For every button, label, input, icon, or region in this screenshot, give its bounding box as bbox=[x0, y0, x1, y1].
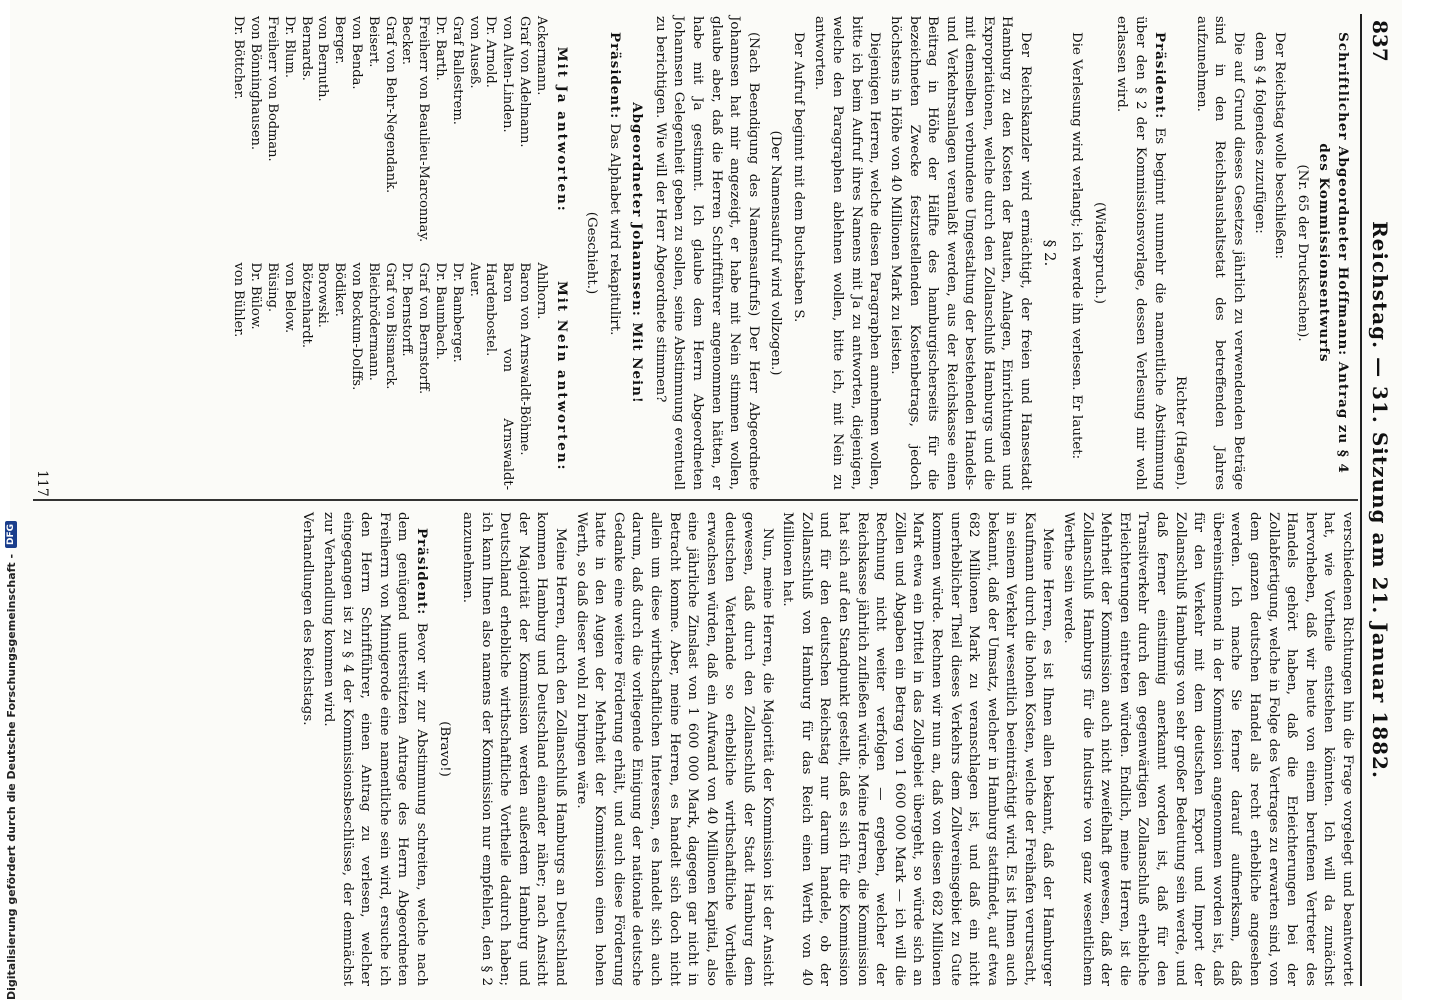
yes-heading: Mit Ja antworten: bbox=[554, 46, 571, 213]
page-title: Reichstag. — 31. Sitzung am 21. Januar 1882. bbox=[1368, 221, 1392, 779]
paragraph-4: Der Aufruf beginnt mit dem Buchstaben S. bbox=[790, 32, 806, 323]
speaker-label: Präsident: bbox=[606, 32, 623, 120]
right-reaction: (Bravo!) bbox=[437, 721, 453, 777]
right-paragraph-4: Meine Herren, durch den Zollanschluß Hamburgs an Deutschland kommen Hamburg und Deutschland einander näher; nach Ansicht der Majorität der Kommission werden außerdem Hamburg und Deutschland erhebliche wirthschaftliche Vortheile dadurch haben; ich kann Ihnen also namens der Kommission nur empfehlen, den § 2 anzunehmen. bbox=[460, 512, 569, 986]
vote-entry: Dr. Arnold. bbox=[483, 16, 499, 88]
vote-entry: Dr. Bamberger. bbox=[449, 262, 465, 363]
digitization-text: Digitalisierung gefördert durch die Deutsche Forschungsgemeinschaft - bbox=[4, 553, 18, 1000]
paragraph-6 bbox=[604, 16, 624, 490]
motion-text-2: dem § 4 folgendes zuzufügen: bbox=[1251, 32, 1267, 234]
vote-entry: Graf von Adelmann. bbox=[517, 16, 533, 148]
vote-entry: Auer. bbox=[466, 262, 482, 297]
vote-entry: Bernards. bbox=[298, 16, 314, 81]
vote-entry: von Bühler. bbox=[231, 262, 247, 338]
vote-entry: Dr. Blum. bbox=[281, 16, 297, 79]
speaker-label: Präsident: bbox=[413, 528, 430, 616]
vote-entry: Graf von Behr-Negendank. bbox=[382, 16, 398, 194]
vote-entry: Becker. bbox=[399, 16, 415, 66]
vote-entry: Ahlhorn. bbox=[533, 262, 549, 320]
motion-text-3: Die auf Grund dieses Gesetzes jährlich zu verwendenden Beträge sind in den Reichshaushaltsetat des betreffenden Jahres aufzunehmen. bbox=[1193, 16, 1247, 490]
right-paragraph-5 bbox=[318, 512, 431, 986]
vote-entry: Freiherr von Beaulieu-Marconnay. bbox=[416, 16, 432, 243]
vote-entry: Berger. bbox=[332, 16, 348, 65]
no-heading: Mit Nein antworten: bbox=[554, 280, 571, 472]
vote-entry: von Benda. bbox=[349, 16, 365, 90]
digitization-note bbox=[2, 523, 20, 1000]
motion-heading: Schriftlicher Abgeordneter Hoffmann: Antrag zu § 4 des Kommissionsentwurfs bbox=[1316, 32, 1351, 474]
vote-entry: Bödiker. bbox=[332, 262, 348, 317]
vote-entry: Graf Ballestrem. bbox=[449, 16, 465, 125]
vote-entry: Büsing. bbox=[265, 262, 281, 313]
law-text: Der Reichskanzler wird ermächtigt, der freien und Hansestadt Hamburg zu den Kosten der Bauten, Anlagen, Einrichtungen und Expropriationen, welche durch den Zollanschluß Hamburgs und die mit demselben verbundene Umgestaltung der bestehenden Handels- und Verkehrsanlagen veranlaßt werden, aus der Reichskasse einen Beitrag in Höhe der Hälfte des hamburgischerseits für die bezeichneten Zwecke festzustellenden Kostenbetrags, jedoch höchstens in Höhe von 40 Millionen Mark zu leisten. bbox=[887, 16, 1034, 490]
paragraph-2: Die Verlesung wird verlangt; ich werde ihn verlesen. Er lautet: bbox=[1069, 32, 1085, 460]
vote-entry: von Bockum-Dolffs. bbox=[349, 262, 365, 391]
vote-table bbox=[230, 16, 549, 490]
dfg-logo: DFG bbox=[5, 521, 17, 548]
motion-text-1: Der Reichstag wolle beschließen: bbox=[1272, 32, 1288, 260]
section-sign: § 2. bbox=[1040, 239, 1059, 267]
johannsen-line: Abgeordneter Johannsen: Mit Nein! bbox=[629, 102, 646, 404]
vote-entry: Bleichrödermann. bbox=[365, 262, 381, 381]
right-paragraph-5-text: Bevor wir zur Abstimmung schreiten, welche nach dem genügend unterstützten Antrage des Herrn Abgeordneten Freiherrn von Minnigerode eine namentliche sein wird, ersuche ich den Herrn Schriftführer, einen Antrag zu verlesen, welcher eingegangen ist zu § 4 der Kommissionsbeschlüsse, der demnächst zur Verhandlung kommen wird. bbox=[320, 512, 429, 986]
motion-signer: Richter (Hagen). bbox=[1173, 376, 1189, 490]
reaction-2: (Der Namensaufruf wird vollzogen.) bbox=[768, 130, 784, 376]
vote-entry: Dr. Böttcher. bbox=[231, 16, 247, 100]
vote-entry: Borowski. bbox=[315, 262, 331, 328]
vote-headings bbox=[553, 16, 572, 490]
vote-entry: Dr. Bülow. bbox=[248, 262, 264, 330]
speaker-label: Präsident: bbox=[1151, 32, 1168, 120]
paragraph-1 bbox=[1112, 16, 1169, 490]
page-number: 837 bbox=[1368, 20, 1392, 62]
vote-entry: von Bönninghausen. bbox=[248, 16, 264, 151]
paragraph-1-text: Es beginnt nunmehr die namentliche Abstimmung über den § 2 der Kommissionsvorlage, dessen Verlesung mir wohl erlassen wird. bbox=[1114, 16, 1167, 490]
vote-entry: Dr. Baumbach. bbox=[433, 262, 449, 360]
paragraph-3: Diejenigen Herren, welche diesen Paragraphen annehmen wollen, bitte ich beim Aufruf ihres Namens mit Ja zu antworten, diejenigen, welche den Paragraphen ablehnen wollen, bitte ich, mit Nein zu antworten. bbox=[811, 16, 883, 490]
reaction-1: (Widerspruch.) bbox=[1091, 201, 1107, 304]
page-footer-number: 117 bbox=[34, 470, 50, 497]
paragraph-5: (Nach Beendigung des Namensaufrufs) Der Herr Abgeordnete Johannsen hat mir angezeigt, er habe mit Nein stimmen wollen, glaube aber, daß die Herren Schriftführer angenommen hätten, er habe mit Ja gestimmt. Ich glaube dem Herrn Abgeordneten Johannsen Gelegenheit geben zu sollen, seine Abstimmung eventuell zu berichtigen. Wie will der Herr Abgeordnete stimmen? bbox=[652, 16, 761, 490]
vote-entry: Freiherr von Bodman. bbox=[265, 16, 281, 162]
right-paragraph-2: Meine Herren, es ist Ihnen allen bekannt, daß der Hamburger Kaufmann durch die hohen Kosten, welche der Freihafen verursacht, in seinem Verkehr wesentlich beeinträchtigt wird. Es ist Ihnen auch bekannt, daß der Umsatz, welcher in Hamburg stattfindet, auf etwa 682 Millionen Mark zu veranschlagen ist, und daß ein nicht unerheblicher Theil dieses Verkehrs dem Zollvereinsgebiet zu Gute kommen würde. Rechnen wir nun an, daß von diesen 682 Millionen Mark etwa ein Drittel in das Zollgebiet übergeht, so würde sich an Zöllen und Abgaben ein Betrag von 1 600 000 Mark — ich will die Rechnung nicht weiter verfolgen — ergeben, welcher der Reichskasse jährlich zufließen würde. Meine Herren, die Kommission hat sich auf den Standpunkt gestellt, daß es sich für die Kommission und für den deutschen Reichstag nur darum handele, ob der Zollanschluß von Hamburg für das Reich einen Werth von 40 Millionen hat. bbox=[780, 512, 1056, 986]
vote-entry: Dr. Bernstorff. bbox=[399, 262, 415, 357]
paragraph-6-text: Das Alphabet wird rekapitulirt. bbox=[606, 123, 622, 336]
right-paragraph-1: verschiedenen Richtungen hin die Frage vorgelegt und beantwortet hat, wie Vortheile entstehen könnten. Ich will da zunächst hervorheben, daß wir heute von einem berufenen Vertreter des Handels gehört haben, daß die Erleichterungen bei der Zollabfertigung, welche in Folge des Vertrages zu erwarten sind, von dem ganzen deutschen Handel als recht erhebliche angesehen werden. Ich mache Sie ferner darauf aufmerksam, daß übereinstimmend in der Kommission angenommen worden ist, daß für den Verkehr mit dem deutschen Export und Import der Zollanschluß Hamburgs von sehr großer Bedeutung sein werde, und daß ferner einstimmig anerkannt worden ist, daß für den Transitverkehr durch den gegenwärtigen Zollanschluß erhebliche Erleichterungen eintreten würden. Endlich, meine Herren, ist die Mehrheit der Kommission auch nicht zweifelhaft gewesen, daß der Zollanschluß Hamburgs für die Industrie von ganz wesentlichem Werthe sein werde. bbox=[1061, 512, 1355, 986]
no-vote-list bbox=[230, 262, 549, 490]
vote-entry: Graf von Bernstorff. bbox=[416, 262, 432, 395]
yes-vote-list bbox=[230, 16, 549, 244]
vote-entry: von Bernuth. bbox=[315, 16, 331, 102]
right-closing: Verhandlungen des Reichstags. bbox=[300, 512, 316, 726]
reaction-3: (Geschieht.) bbox=[584, 211, 600, 295]
vote-entry: Bötzenhardt. bbox=[298, 262, 314, 349]
vote-entry: von Alten-Linden. bbox=[500, 16, 516, 133]
vote-entry: Dr. Barth. bbox=[433, 16, 449, 81]
motion-sub: (Nr. 65 der Drucksachen). bbox=[1294, 164, 1310, 342]
column-divider bbox=[33, 499, 1358, 501]
vote-entry: Beisert. bbox=[365, 16, 381, 68]
vote-entry: Baron von Arnswaldt-Böhme. bbox=[517, 262, 533, 456]
vote-entry: Graf von Bismarck. bbox=[382, 262, 398, 390]
vote-entry: von Auseß. bbox=[466, 16, 482, 89]
column-left bbox=[36, 16, 1356, 490]
column-right bbox=[36, 512, 1356, 986]
page-header bbox=[1360, 14, 1396, 986]
right-paragraph-3: Nun, meine Herren, die Majorität der Kommission ist der Ansicht gewesen, daß durch den Zollanschluß der Stadt Hamburg dem deutschen Vaterlande so erhebliche wirthschaftliche Vortheile erwachsen würden, daß ein Aufwand von 40 Millionen Kapital, also eine jährliche Zinslast von 1 600 000 Mark, dagegen gar nicht in Betracht komme. Aber, meine Herren, es handelt sich doch nicht allein um diese wirthschaftlichen Interessen, es handelt sich auch darum, daß durch die vorliegende Einigung der nationale deutsche Gedanke eine weitere Förderung erhält, und auch diese Förderung hatte in den Augen der Mehrheit der Kommission einen hohen Werth, so daß dieser wohl zu bringen wäre. bbox=[573, 512, 775, 986]
vote-entry: Ackermann. bbox=[533, 16, 549, 96]
vote-entry: von Below. bbox=[281, 262, 297, 334]
rotated-document-page bbox=[10, 0, 1402, 1000]
vote-entry: Baron von Arnswaldt-Hardenbostel. bbox=[483, 262, 516, 490]
